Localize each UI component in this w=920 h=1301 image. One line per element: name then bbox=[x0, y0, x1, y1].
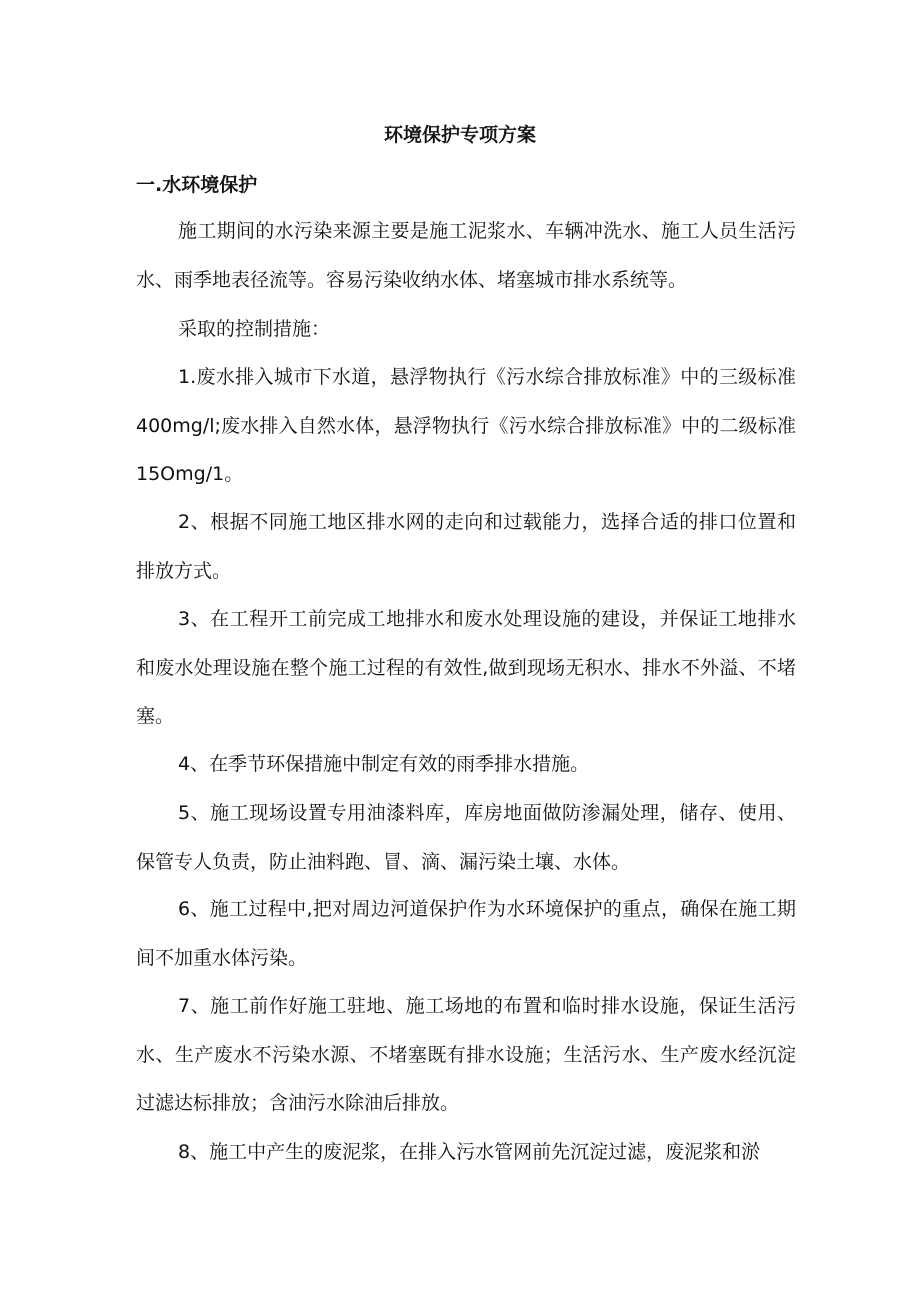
paragraph-measure-7: 7、施工前作好施工驻地、施工场地的布置和临时排水设施，保证生活污水、生产废水不污染水源、不堵塞既有排水设施；生活污水、生产废水经沉淀过滤达标排放；含油污水除油后排放。 bbox=[136, 995, 796, 1114]
paragraph-control-measures-intro: 采取的控制措施： bbox=[178, 318, 331, 340]
section-heading: 一.水环境保护 bbox=[136, 174, 258, 196]
paragraph-measure-4: 4、在季节环保措施中制定有效的雨季排水措施。 bbox=[178, 753, 590, 775]
paragraph-measure-3: 3、在工程开工前完成工地排水和废水处理设施的建设，并保证工地排水和废水处理设施在整个施工过程的有效性,做到现场无积水、排水不外溢、不堵塞。 bbox=[136, 608, 796, 727]
paragraph-measure-5: 5、施工现场设置专用油漆料库，库房地面做防渗漏处理，储存、使用、保管专人负责，防止油料跑、冒、滴、漏污染土壤、水体。 bbox=[136, 802, 796, 873]
paragraph-measure-1: 1.废水排入城市下水道，悬浮物执行《污水综合排放标准》中的三级标准400mg∕l;废水排入自然水体，悬浮物执行《污水综合排放标准》中的二级标准15Omg/1。 bbox=[136, 366, 796, 485]
paragraph-measure-8: 8、施工中产生的废泥浆，在排入污水管网前先沉淀过滤，废泥浆和淤 bbox=[178, 1141, 761, 1163]
paragraph-measure-6: 6、施工过程中,把对周边河道保护作为水环境保护的重点，确保在施工期间不加重水体污染。 bbox=[136, 898, 796, 969]
paragraph-pollution-sources: 施工期间的水污染来源主要是施工泥浆水、车辆冲洗水、施工人员生活污水、雨季地表径流等。容易污染收纳水体、堵塞城市排水系统等。 bbox=[136, 220, 796, 291]
document-title: 环境保护专项方案 bbox=[383, 124, 536, 146]
paragraph-measure-2: 2、根据不同施工地区排水网的走向和过载能力，选择合适的排口位置和排放方式。 bbox=[136, 511, 796, 582]
